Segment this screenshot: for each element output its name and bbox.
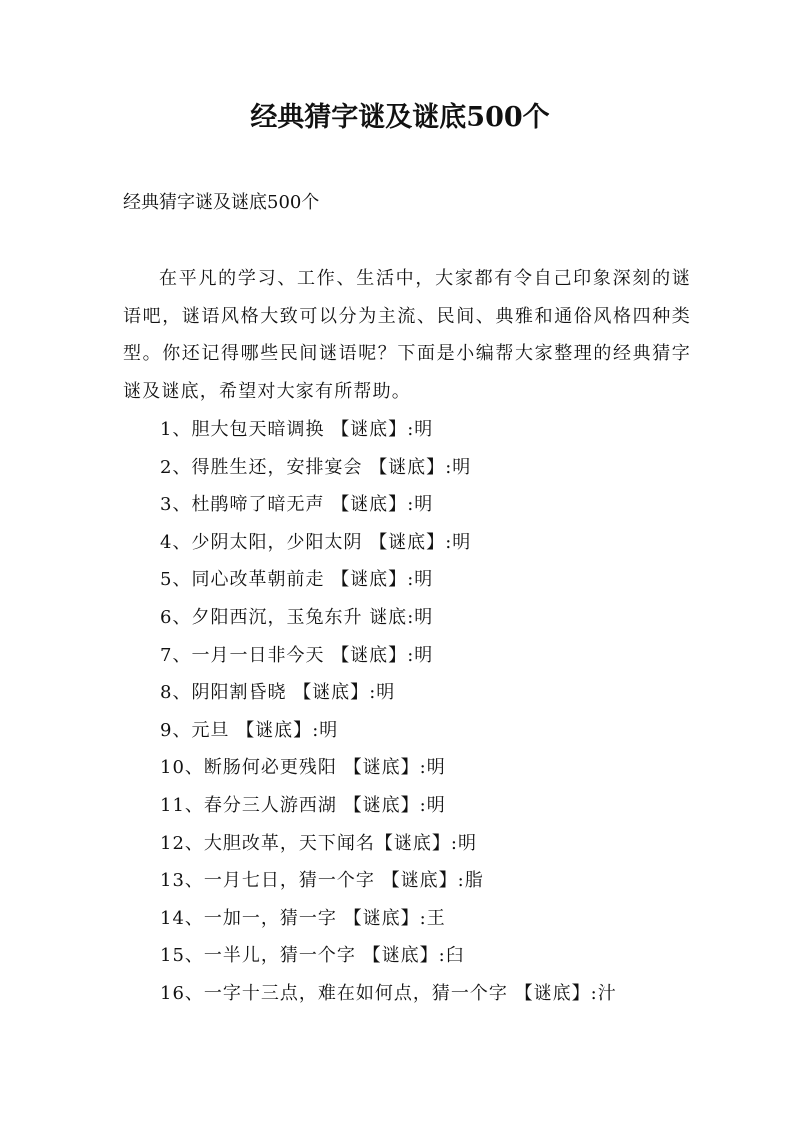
riddle-answer: 明 (319, 719, 339, 741)
riddle-answer-label: 【谜底】 (293, 682, 370, 704)
riddle-answer-separator: : (407, 644, 415, 666)
intro-paragraph: 在平凡的学习、工作、生活中，大家都有令自己印象深刻的谜语吧，谜语风格大致可以分为主流、民间、典雅和通俗风格四种类型。你还记得哪些民间谜语呢？下面是小编帮大家整理的经典猜字谜及谜底，希望对大家有所帮助。 (123, 268, 691, 402)
riddle-question: 少阴太阳，少阳太阴 (191, 531, 370, 553)
riddle-number: 1、 (160, 419, 192, 440)
riddle-answer-label: 【谜底】 (369, 531, 446, 553)
riddle-question: 一加一，猜一字 (203, 907, 344, 929)
riddle-answer: 明 (457, 832, 477, 854)
riddle-item (160, 712, 617, 750)
riddle-answer-separator: : (419, 757, 427, 779)
riddle-item (160, 862, 617, 900)
riddle-answer-label: 【谜底】 (331, 494, 408, 516)
riddle-answer-label: 【谜底】 (331, 569, 408, 591)
riddle-item (160, 637, 617, 675)
riddle-answer: 明 (414, 644, 434, 666)
riddle-question: 元旦 (191, 719, 237, 741)
riddle-number: 10、 (160, 757, 204, 779)
riddle-answer: 明 (426, 757, 446, 779)
riddle-answer-separator: : (407, 606, 415, 628)
riddle-answer-separator: : (369, 682, 377, 704)
riddle-answer: 明 (414, 606, 434, 628)
riddle-item (160, 787, 617, 825)
riddle-answer-separator: : (457, 870, 465, 892)
riddle-number: 9、 (160, 719, 192, 741)
riddle-item (160, 674, 617, 712)
document-subtitle: 经典猜字谜及谜底500个 (123, 192, 320, 213)
riddle-item (160, 749, 617, 787)
riddle-question: 胆大包天暗调换 (191, 419, 332, 440)
riddle-answer-label: 【谜底】 (343, 907, 420, 929)
riddle-item (160, 524, 617, 562)
riddle-item (160, 411, 617, 449)
riddle-answer-label: 【谜底】 (362, 945, 439, 967)
riddle-answer: 明 (414, 419, 434, 440)
riddle-answer-label: 【谜底】 (514, 982, 591, 1004)
riddle-answer-separator: : (419, 794, 427, 816)
riddle-answer: 明 (376, 682, 396, 704)
riddle-answer-label: 【谜底】 (331, 419, 408, 440)
riddle-question: 得胜生还，安排宴会 (191, 456, 370, 478)
riddle-answer-separator: : (407, 419, 415, 440)
riddle-list (160, 411, 617, 1013)
riddle-answer-separator: : (445, 531, 453, 553)
riddle-answer-label: 【谜底】 (369, 456, 446, 478)
riddle-answer: 明 (452, 456, 472, 478)
riddle-question: 杜鹃啼了暗无声 (191, 494, 332, 516)
riddle-question: 夕阳西沉，玉兔东升 (191, 606, 370, 628)
riddle-number: 12、 (160, 832, 204, 854)
riddle-number: 11、 (160, 794, 204, 816)
riddle-answer-label: 【谜底】 (343, 757, 420, 779)
riddle-item (160, 900, 617, 938)
riddle-answer-label: 【谜底】 (331, 644, 408, 666)
riddle-answer-label: 【谜底】 (343, 794, 420, 816)
riddle-answer: 明 (426, 794, 446, 816)
riddle-number: 13、 (160, 870, 204, 892)
riddle-number: 8、 (160, 682, 192, 704)
riddle-answer-label: 谜底 (369, 606, 408, 628)
riddle-question: 断肠何必更残阳 (203, 757, 344, 779)
riddle-question: 一字十三点，难在如何点，猜一个字 (203, 982, 515, 1004)
riddle-answer-separator: : (590, 982, 598, 1004)
riddle-question: 大胆改革，天下闻名 (203, 832, 375, 854)
riddle-item (160, 599, 617, 637)
riddle-item (160, 975, 617, 1013)
riddle-answer-separator: : (438, 945, 446, 967)
riddle-number: 7、 (160, 644, 192, 666)
riddle-answer: 明 (452, 531, 472, 553)
riddle-answer-label: 【谜底】 (381, 870, 458, 892)
riddle-number: 14、 (160, 907, 204, 929)
riddle-answer: 明 (414, 494, 434, 516)
riddle-question: 一月一日非今天 (191, 644, 332, 666)
riddle-answer: 明 (414, 569, 434, 591)
riddle-answer-separator: : (445, 456, 453, 478)
riddle-number: 15、 (160, 945, 204, 967)
riddle-item (160, 486, 617, 524)
riddle-answer: 王 (426, 907, 446, 929)
riddle-answer-label: 【谜底】 (236, 719, 313, 741)
riddle-answer-label: 【谜底】 (374, 832, 451, 854)
riddle-answer: 汁 (597, 982, 617, 1004)
riddle-item (160, 825, 617, 863)
document-title: 经典猜字谜及谜底500个 (250, 102, 550, 133)
riddle-question: 春分三人游西湖 (203, 794, 344, 816)
riddle-answer-separator: : (312, 719, 320, 741)
riddle-answer-separator: : (407, 494, 415, 516)
riddle-item (160, 449, 617, 487)
riddle-number: 6、 (160, 606, 192, 628)
riddle-number: 3、 (160, 494, 192, 516)
riddle-number: 16、 (160, 982, 204, 1004)
riddle-answer: 脂 (464, 870, 484, 892)
riddle-answer-separator: : (407, 569, 415, 591)
riddle-number: 5、 (160, 569, 192, 591)
riddle-answer-separator: : (450, 832, 458, 854)
riddle-item (160, 937, 617, 975)
riddle-number: 4、 (160, 531, 192, 553)
riddle-item (160, 561, 617, 599)
riddle-question: 一月七日，猜一个字 (203, 870, 382, 892)
riddle-question: 同心改革朝前走 (191, 569, 332, 591)
riddle-answer-separator: : (419, 907, 427, 929)
riddle-question: 阴阳割昏晓 (191, 682, 294, 704)
riddle-answer: 臼 (445, 945, 465, 967)
riddle-question: 一半儿，猜一个字 (203, 945, 363, 967)
riddle-number: 2、 (160, 456, 192, 478)
